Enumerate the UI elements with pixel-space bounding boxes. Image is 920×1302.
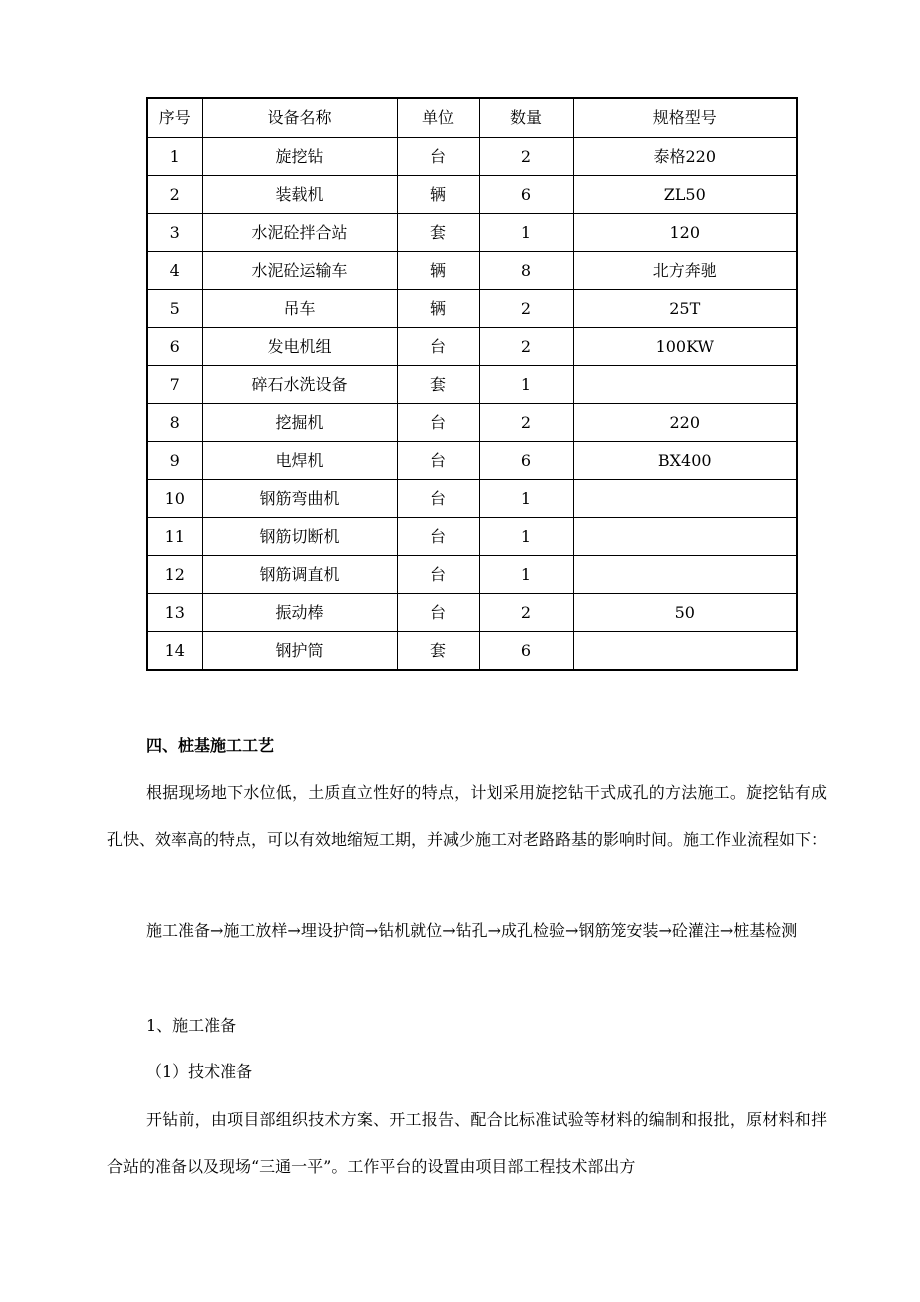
- cell-unit: 套: [397, 366, 479, 404]
- header-name: 设备名称: [202, 98, 397, 138]
- table-row: [147, 214, 797, 252]
- cell-no: 14: [147, 632, 202, 671]
- cell-qty: 2: [479, 404, 573, 442]
- header-spec: 规格型号: [573, 98, 797, 138]
- cell-unit: 辆: [397, 290, 479, 328]
- table-header-row: [147, 98, 797, 138]
- table-row: [147, 480, 797, 518]
- cell-no: 12: [147, 556, 202, 594]
- cell-no: 5: [147, 290, 202, 328]
- cell-spec: 25T: [573, 290, 797, 328]
- cell-unit: 台: [397, 518, 479, 556]
- cell-no: 7: [147, 366, 202, 404]
- cell-name: 发电机组: [202, 328, 397, 366]
- cell-name: 钢筋切断机: [202, 518, 397, 556]
- cell-qty: 6: [479, 442, 573, 480]
- cell-no: 11: [147, 518, 202, 556]
- header-qty: 数量: [479, 98, 573, 138]
- cell-unit: 套: [397, 214, 479, 252]
- cell-no: 6: [147, 328, 202, 366]
- table-row: [147, 252, 797, 290]
- cell-qty: 6: [479, 176, 573, 214]
- table-row: [147, 366, 797, 404]
- cell-no: 13: [147, 594, 202, 632]
- table-row: [147, 328, 797, 366]
- table-row: [147, 176, 797, 214]
- cell-no: 9: [147, 442, 202, 480]
- cell-spec: 50: [573, 594, 797, 632]
- cell-spec: 泰格220: [573, 138, 797, 176]
- cell-name: 电焊机: [202, 442, 397, 480]
- table-row: [147, 404, 797, 442]
- table-row: [147, 632, 797, 671]
- technical-paragraph: 开钻前，由项目部组织技术方案、开工报告、配合比标准试验等材料的编制和报批，原材料和拌合站的准备以及现场“三通一平”。工作平台的设置由项目部工程技术部出方: [107, 1110, 827, 1176]
- cell-no: 4: [147, 252, 202, 290]
- cell-name: 钢护筒: [202, 632, 397, 671]
- cell-name: 钢筋弯曲机: [202, 480, 397, 518]
- cell-no: 1: [147, 138, 202, 176]
- section-heading: 四、桩基施工工艺: [146, 736, 275, 755]
- cell-name: 水泥砼运输车: [202, 252, 397, 290]
- cell-spec: [573, 556, 797, 594]
- cell-spec: ZL50: [573, 176, 797, 214]
- cell-unit: 台: [397, 480, 479, 518]
- cell-qty: 8: [479, 252, 573, 290]
- cell-qty: 1: [479, 366, 573, 404]
- header-no: 序号: [147, 98, 202, 138]
- cell-qty: 1: [479, 480, 573, 518]
- cell-name: 吊车: [202, 290, 397, 328]
- table-row: [147, 290, 797, 328]
- cell-spec: 100KW: [573, 328, 797, 366]
- cell-name: 挖掘机: [202, 404, 397, 442]
- cell-unit: 台: [397, 594, 479, 632]
- cell-name: 钢筋调直机: [202, 556, 397, 594]
- cell-qty: 2: [479, 290, 573, 328]
- cell-unit: 辆: [397, 176, 479, 214]
- cell-spec: [573, 632, 797, 671]
- cell-spec: [573, 366, 797, 404]
- cell-spec: BX400: [573, 442, 797, 480]
- cell-qty: 1: [479, 556, 573, 594]
- cell-no: 8: [147, 404, 202, 442]
- cell-no: 2: [147, 176, 202, 214]
- header-unit: 单位: [397, 98, 479, 138]
- cell-qty: 1: [479, 214, 573, 252]
- cell-qty: 2: [479, 138, 573, 176]
- cell-qty: 2: [479, 328, 573, 366]
- cell-name: 碎石水洗设备: [202, 366, 397, 404]
- equipment-table: [146, 97, 798, 671]
- cell-qty: 2: [479, 594, 573, 632]
- sub-heading-technical: （1）技术准备: [146, 1062, 253, 1081]
- cell-spec: 220: [573, 404, 797, 442]
- table-row: [147, 556, 797, 594]
- cell-unit: 台: [397, 404, 479, 442]
- cell-unit: 台: [397, 328, 479, 366]
- cell-spec: 北方奔驰: [573, 252, 797, 290]
- intro-paragraph: 根据现场地下水位低，土质直立性好的特点，计划采用旋挖钻干式成孔的方法施工。旋挖钻有成孔快、效率高的特点，可以有效地缩短工期，并减少施工对老路路基的影响时间。施工作业流程如下：: [107, 783, 828, 849]
- cell-unit: 台: [397, 442, 479, 480]
- flow-paragraph: 施工准备→施工放样→埋设护筒→钻机就位→钻孔→成孔检验→钢筋笼安装→砼灌注→桩基检测: [146, 921, 798, 940]
- cell-qty: 1: [479, 518, 573, 556]
- table-row: [147, 594, 797, 632]
- cell-name: 振动棒: [202, 594, 397, 632]
- cell-unit: 台: [397, 556, 479, 594]
- sub-heading-preparation: 1、施工准备: [146, 1016, 237, 1035]
- cell-name: 装载机: [202, 176, 397, 214]
- cell-spec: 120: [573, 214, 797, 252]
- cell-name: 水泥砼拌合站: [202, 214, 397, 252]
- table-row: [147, 442, 797, 480]
- cell-no: 3: [147, 214, 202, 252]
- cell-unit: 辆: [397, 252, 479, 290]
- cell-qty: 6: [479, 632, 573, 671]
- cell-spec: [573, 518, 797, 556]
- table-row: [147, 518, 797, 556]
- cell-unit: 套: [397, 632, 479, 671]
- cell-no: 10: [147, 480, 202, 518]
- cell-name: 旋挖钻: [202, 138, 397, 176]
- table-row: [147, 138, 797, 176]
- cell-unit: 台: [397, 138, 479, 176]
- equipment-table-body: [147, 98, 797, 670]
- cell-spec: [573, 480, 797, 518]
